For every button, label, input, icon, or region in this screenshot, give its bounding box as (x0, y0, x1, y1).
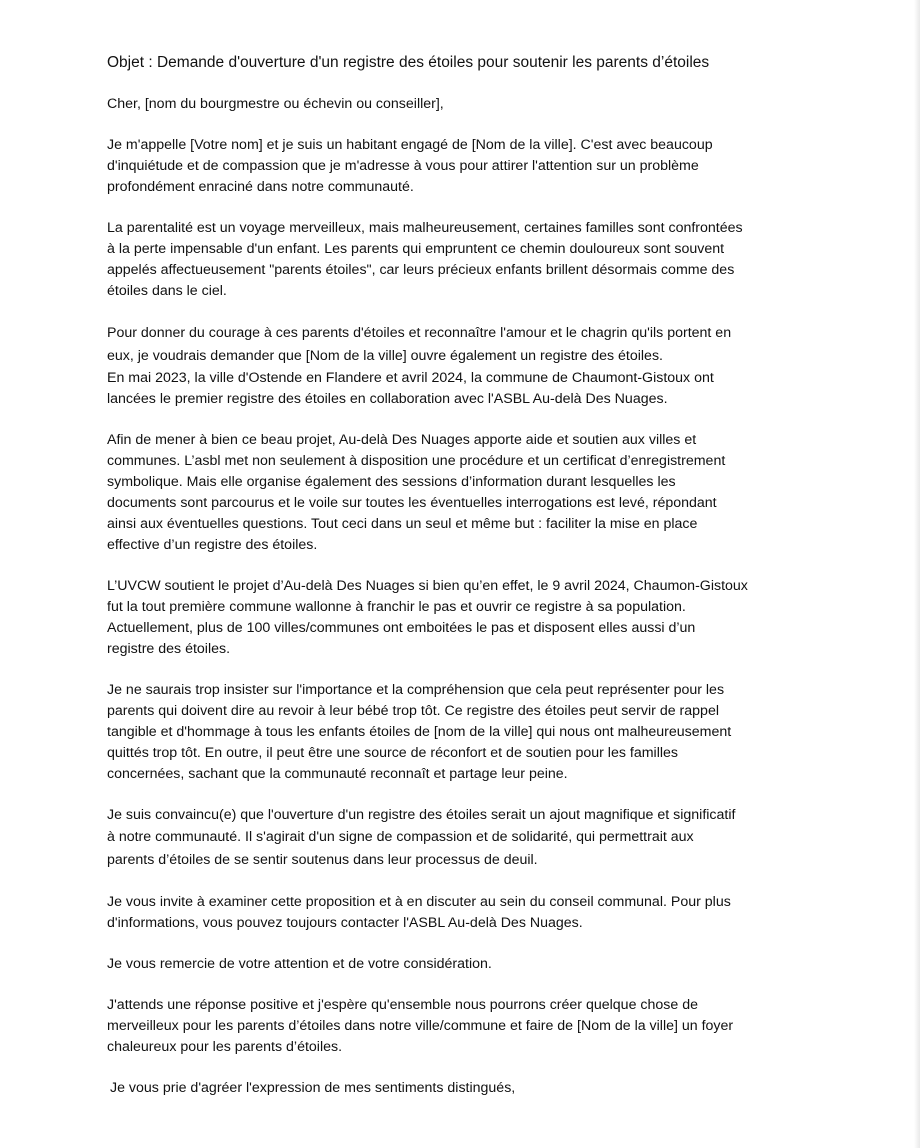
paragraph-line: chaleureux pour les parents d’étoiles. (107, 1039, 343, 1055)
paragraph-line: étoiles dans le ciel. (107, 283, 227, 299)
paragraph-thanks (107, 954, 820, 975)
paragraph-line: à notre communauté. Il s'agirait d'un signe de compassion et de solidarité, qui permettrait aux (107, 829, 694, 845)
paragraph-uvcw (107, 576, 820, 660)
paragraph-line: ainsi aux éventuelles questions. Tout ceci dans un seul et même but : faciliter la mise en place (107, 516, 698, 532)
paragraph-request (107, 322, 820, 410)
paragraph-line: Je ne saurais trop insister sur l'importance et la compréhension que cela peut représenter pour les (107, 682, 725, 698)
paragraph-line: parents d’étoiles de se sentir soutenus dans leur processus de deuil. (107, 852, 538, 868)
paragraph-expectation (107, 995, 820, 1058)
paragraph-line: fut la tout première commune wallonne à franchir le pas et ouvrir ce registre à sa population. (107, 599, 686, 615)
paragraph-line: Je suis convaincu(e) que l'ouverture d'un registre des étoiles serait un ajout magnifique et significatif (107, 807, 736, 823)
paragraph-asbl-support (107, 430, 820, 556)
paragraph-line: Afin de mener à bien ce beau projet, Au-delà Des Nuages apporte aide et soutien aux villes et (107, 432, 697, 448)
paragraph-line: registre des étoiles. (107, 641, 231, 657)
paragraph-line: symbolique. Mais elle organise également des sessions d’information durant lesquelles les (107, 474, 676, 490)
paragraph-line: d'inquiétude et de compassion que je m'adresse à vous pour attirer l'attention sur un problème (107, 158, 699, 174)
paragraph-line: quittés trop tôt. En outre, il peut être une source de réconfort et de soutien pour les familles (107, 745, 678, 761)
paragraph-line: Je vous remercie de votre attention et de votre considération. (107, 956, 492, 972)
paragraph-line: En mai 2023, la ville d'Ostende en Flandere et avril 2024, la commune de Chaumont-Gistoux ont (107, 370, 714, 386)
paragraph-line: appelés affectueusement "parents étoiles", car leurs précieux enfants brillent désormais comme des (107, 262, 735, 278)
letter-subject: Objet : Demande d'ouverture d'un registre des étoiles pour soutenir les parents d’étoiles (107, 54, 710, 71)
page-edge-shadow (914, 0, 920, 1148)
paragraph-line: La parentalité est un voyage merveilleux, mais malheureusement, certaines familles sont confrontées (107, 220, 743, 236)
letter-closing: Je vous prie d'agréer l'expression de mes sentiments distingués, (110, 1080, 516, 1096)
paragraph-line: J'attends une réponse positive et j'espère qu'ensemble nous pourrons créer quelque chose de (107, 997, 698, 1013)
paragraph-invitation (107, 892, 820, 934)
paragraph-line: tangible et d'hommage à tous les enfants étoiles de [nom de la ville] qui nous ont malheureusement (107, 724, 732, 740)
paragraph-line: lancées le premier registre des étoiles en collaboration avec l'ASBL Au-delà Des Nuages. (107, 391, 668, 407)
paragraph-line: documents sont parcourus et le voile sur toutes les éventuelles interrogations est levé, répondant (107, 495, 717, 511)
paragraph-importance (107, 680, 820, 785)
paragraph-introduction (107, 135, 820, 198)
paragraph-line: merveilleux pour les parents d’étoiles dans notre ville/commune et faire de [Nom de la ville] un foyer (107, 1018, 734, 1034)
paragraph-line: Je m'appelle [Votre nom] et je suis un habitant engagé de [Nom de la ville]. C'est avec beaucoup (107, 137, 713, 153)
paragraph-parenthood (107, 218, 820, 302)
paragraph-line: concernées, sachant que la communauté reconnaît et partage leur peine. (107, 766, 568, 782)
letter-salutation: Cher, [nom du bourgmestre ou échevin ou conseiller], (107, 96, 444, 112)
paragraph-line: communes. L’asbl met non seulement à disposition une procédure et un certificat d’enregistrement (107, 453, 726, 469)
paragraph-line: eux, je voudrais demander que [Nom de la ville] ouvre également un registre des étoiles. (107, 348, 663, 364)
paragraph-line: d'informations, vous pouvez toujours contacter l'ASBL Au-delà Des Nuages. (107, 915, 583, 931)
paragraph-conviction (107, 805, 820, 872)
paragraph-line: L’UVCW soutient le projet d’Au-delà Des Nuages si bien qu’en effet, le 9 avril 2024, Chaumon-Gistoux (107, 578, 748, 594)
paragraph-line: parents qui doivent dire au revoir à leur bébé trop tôt. Ce registre des étoiles peut servir de rappel (107, 703, 719, 719)
paragraph-line: profondément enraciné dans notre communauté. (107, 179, 414, 195)
paragraph-line: à la perte impensable d'un enfant. Les parents qui empruntent ce chemin douloureux sont souvent (107, 241, 725, 257)
paragraph-line: Pour donner du courage à ces parents d'étoiles et reconnaître l'amour et le chagrin qu'ils portent en (107, 325, 732, 341)
paragraph-line: Actuellement, plus de 100 villes/communes ont emboitées le pas et disposent elles aussi d’un (107, 620, 696, 636)
paragraph-line: effective d’un registre des étoiles. (107, 537, 318, 553)
paragraph-line: Je vous invite à examiner cette proposition et à en discuter au sein du conseil communal. Pour plus (107, 894, 731, 910)
